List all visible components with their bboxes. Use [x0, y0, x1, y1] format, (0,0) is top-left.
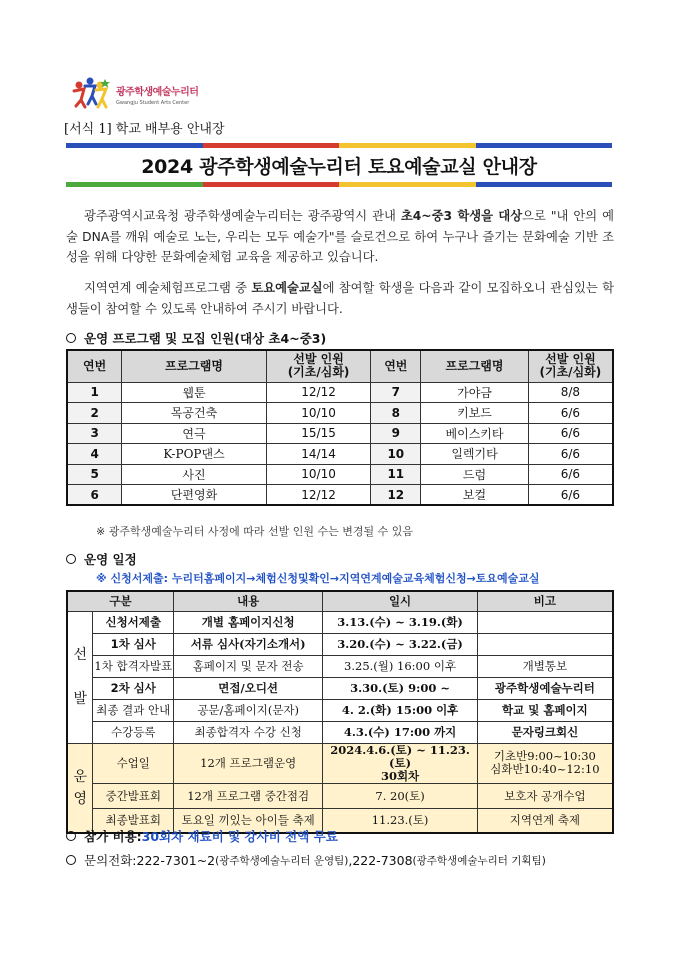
category-selection: 선 발 — [67, 611, 93, 743]
title-banner — [66, 143, 612, 187]
program-count: 8/8 — [528, 382, 613, 403]
program-count: 15/15 — [266, 423, 371, 444]
program-name: K-POP댄스 — [122, 444, 266, 465]
logo-title: 광주학생예술누리터 — [116, 86, 199, 98]
program-no: 6 — [67, 485, 122, 506]
program-count: 10/10 — [266, 464, 371, 485]
logo-subtitle: Gwangju Student Arts Center — [116, 99, 190, 106]
program-count: 14/14 — [266, 444, 371, 465]
program-name: 연극 — [122, 423, 266, 444]
program-count: 6/6 — [528, 464, 613, 485]
program-no: 7 — [371, 382, 421, 403]
header-name: 프로그램명 — [421, 350, 529, 382]
table-row: 1차 합격자발표 홈페이지 및 문자 전송 3.25.(월) 16:00 이후 개별통보 — [67, 655, 613, 677]
program-no: 2 — [67, 403, 122, 424]
table-row: 수강등록 최종합격자 수강 신청 4.3.(수) 17:00 까지 문자링크회신 — [67, 721, 613, 743]
intro-paragraph-1: 광주광역시교육청 광주학생예술누리터는 광주광역시 관내 초4~중3 학생을 대상으로 "내 안의 예술 DNA를 깨워 예술로 노는, 우리는 모두 예술가"를 슬로건으로 하여 누구나 즐기는 문화예술 기반 조성을 위해 다양한 문화예술체험 교육을 제공하고 있습니다. — [66, 209, 614, 264]
table-header-row — [67, 591, 613, 611]
program-count: 6/6 — [528, 485, 613, 506]
table-row — [67, 382, 613, 403]
program-no: 12 — [371, 485, 421, 506]
program-name: 가야금 — [421, 382, 529, 403]
header-note: 비고 — [477, 591, 613, 611]
table-header-row — [67, 350, 613, 382]
capacity-note: ※ 광주학생예술누리터 사정에 따라 선발 인원 수는 변경될 수 있음 — [96, 525, 413, 538]
header-name: 프로그램명 — [122, 350, 266, 382]
program-count: 12/12 — [266, 382, 371, 403]
intro-paragraph-2: 지역연계 예술체험프로그램 중 토요예술교실에 참여할 학생을 다음과 같이 모집하오니 관심있는 학생들이 참여할 수 있도록 안내하여 주시기 바랍니다. — [66, 281, 614, 316]
page-title: 2024 광주학생예술누리터 토요예술교실 안내장 — [141, 155, 537, 178]
program-name: 사진 — [122, 464, 266, 485]
program-no: 3 — [67, 423, 122, 444]
header-no: 연번 — [67, 350, 122, 382]
table-row: 운 영 수업일 12개 프로그램운영 2024.4.6.(토) ~ 11.23.(토) 30회차 기초반9:00~10:30 심화반10:40~12:10 — [67, 743, 613, 783]
table-row: 중간발표회 12개 프로그램 중간점검 7. 20(토) 보호자 공개수업 — [67, 783, 613, 808]
program-name: 단편영화 — [122, 485, 266, 506]
form-label: [서식 1] 학교 배부용 안내장 — [64, 122, 225, 137]
table-row: 1차 심사 서류 심사(자기소개서) 3.20.(수) ~ 3.22.(금) — [67, 633, 613, 655]
program-no: 5 — [67, 464, 122, 485]
program-name: 베이스키타 — [421, 423, 529, 444]
program-no: 10 — [371, 444, 421, 465]
circle-bullet-icon — [66, 831, 76, 841]
program-count: 6/6 — [528, 423, 613, 444]
category-operation: 운 영 — [67, 743, 93, 833]
program-name: 키보드 — [421, 403, 529, 424]
program-count: 6/6 — [528, 403, 613, 424]
program-no: 9 — [371, 423, 421, 444]
table-row — [67, 444, 613, 465]
header-no: 연번 — [371, 350, 421, 382]
circle-bullet-icon — [66, 554, 76, 564]
program-count: 6/6 — [528, 444, 613, 465]
table-row: 최종발표회 토요일 끼있는 아이들 축제 11.23.(토) 지역연계 축제 — [67, 808, 613, 833]
program-name: 드럼 — [421, 464, 529, 485]
program-name: 일렉기타 — [421, 444, 529, 465]
header-date: 일시 — [323, 591, 477, 611]
section-heading-schedule: 운영 일정 — [66, 550, 137, 568]
table-row: 최종 결과 안내 공문/홈페이지(문자) 4. 2.(화) 15:00 이후 학교 및 홈페이지 — [67, 699, 613, 721]
banner-bottom-stripe — [66, 182, 612, 187]
program-name: 웹툰 — [122, 382, 266, 403]
logo — [72, 74, 198, 114]
table-row — [67, 464, 613, 485]
table-row — [67, 423, 613, 444]
table-row — [67, 485, 613, 506]
schedule-table — [66, 590, 614, 834]
logo-figures-icon — [72, 76, 112, 112]
circle-bullet-icon — [66, 333, 76, 343]
contact-line: 문의전화: 222-7301~2 (광주학생예술누리터 운영팀) , 222-7308 (광주학생예술누리터 기획팀) — [66, 851, 546, 869]
program-no: 1 — [67, 382, 122, 403]
apply-path: ※ 신청서제출: 누리터홈페이지→체험신청및확인→지역연계예술교육체험신청→토요예술교실 — [96, 572, 540, 585]
table-row — [67, 403, 613, 424]
program-table — [66, 349, 614, 506]
program-no: 4 — [67, 444, 122, 465]
table-row: 2차 심사 면접/오디션 3.30.(토) 9:00 ~ 광주학생예술누리터 — [67, 677, 613, 699]
program-no: 11 — [371, 464, 421, 485]
header-category: 구분 — [67, 591, 174, 611]
fee-line: 참가 비용: 30회차 재료비 및 강사비 전액 무료 — [66, 827, 338, 845]
header-count: 선발 인원 (기초/심화) — [528, 350, 613, 382]
table-row: 선 발 신청서제출 개별 홈페이지신청 3.13.(수) ~ 3.19.(화) — [67, 611, 613, 633]
header-count: 선발 인원 (기초/심화) — [266, 350, 371, 382]
program-name: 목공건축 — [122, 403, 266, 424]
program-no: 8 — [371, 403, 421, 424]
circle-bullet-icon — [66, 855, 76, 865]
section-heading-programs: 운영 프로그램 및 모집 인원(대상 초4~중3) — [66, 329, 326, 347]
program-name: 보컬 — [421, 485, 529, 506]
program-count: 12/12 — [266, 485, 371, 506]
header-content: 내용 — [174, 591, 323, 611]
program-count: 10/10 — [266, 403, 371, 424]
